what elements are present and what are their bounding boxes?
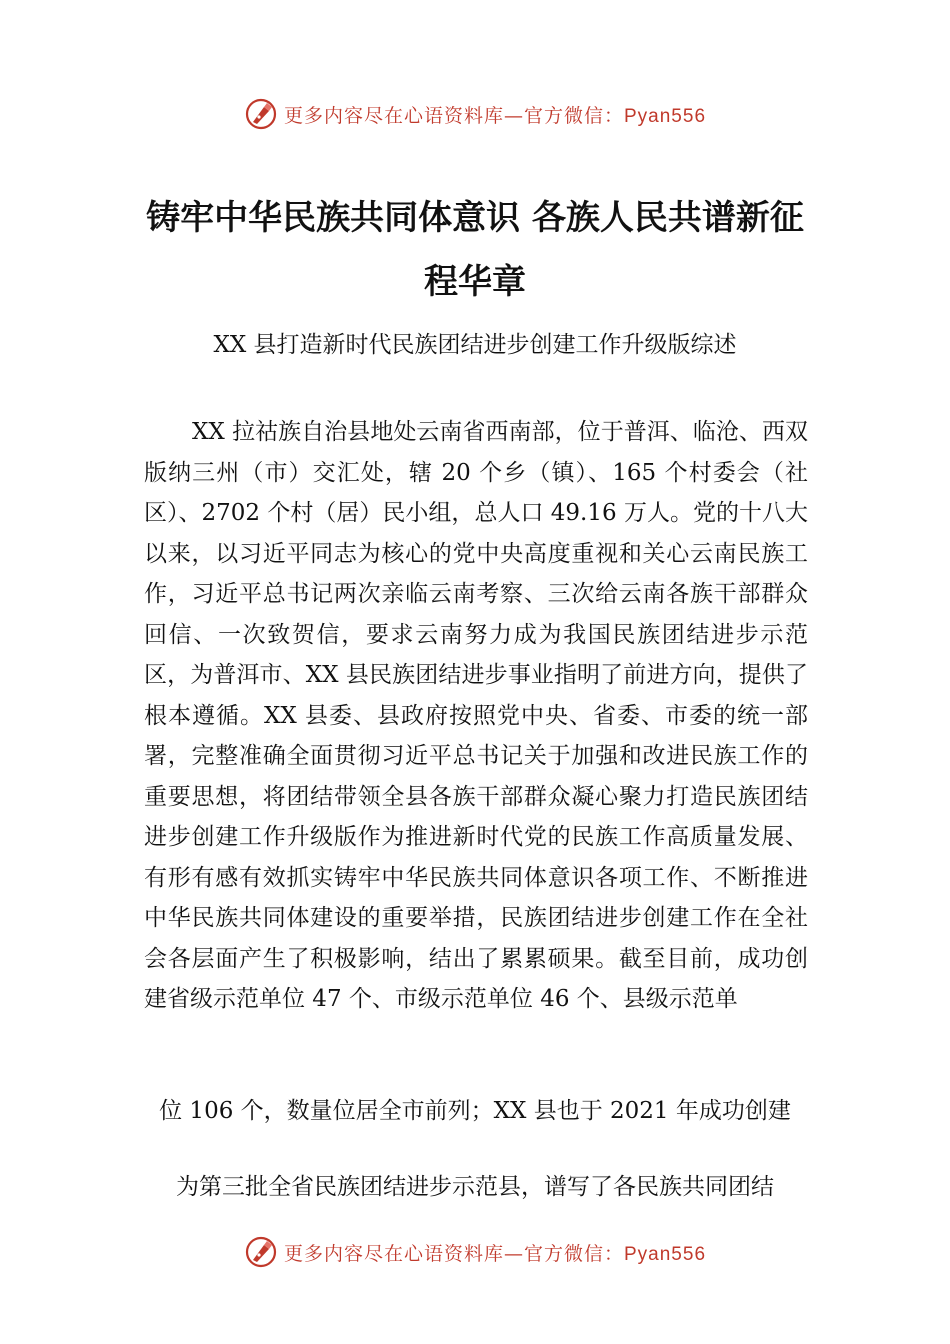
- pen-nib-logo-icon: [244, 97, 278, 131]
- document-title: 铸牢中华民族共同体意识 各族人民共谱新征程华章: [146, 198, 804, 302]
- body-continuation-line-2: 为第三批全省民族团结进步示范县，谱写了各民族共同团结: [176, 1174, 774, 1200]
- footer-watermark: [0, 1232, 950, 1272]
- watermark-text: 更多内容尽在心语资料库—官方微信：: [283, 1242, 624, 1265]
- header-watermark: [0, 94, 950, 134]
- watermark-wechat-id: Pyan556: [624, 1243, 707, 1265]
- watermark-wechat-id: Pyan556: [624, 105, 707, 127]
- document-subtitle: XX 县打造新时代民族团结进步创建工作升级版综述: [213, 332, 737, 358]
- watermark-text: 更多内容尽在心语资料库—官方微信：: [283, 104, 624, 127]
- pen-nib-logo-icon: [244, 1235, 278, 1269]
- body-continuation-line-1: 位 106 个，数量位居全市前列；XX 县也于 2021 年成功创建: [159, 1098, 791, 1124]
- body-paragraph: [144, 412, 808, 1020]
- body-paragraph-text: XX 拉祜族自治县地处云南省西南部，位于普洱、临沧、西双版纳三州（市）交汇处，辖 20 个乡（镇）、165 个村委会（社区）、2702 个村（居）民小组，总人口 49.16 万人。党的十八大以来，以习近平同志为核心的党中央高度重视和关心云南民族工作，习近平总书记两次亲临云南考察、三次给云南各族干部群众回信、一次致贺信，要求云南努力成为我国民族团结进步示范区，为普洱市、XX 县民族团结进步事业指明了前进方向，提供了根本遵循。XX 县委、县政府按照党中央、省委、市委的统一部署，完整准确全面贯彻习近平总书记关于加强和改进民族工作的重要思想，将团结带领全县各族干部群众凝心聚力打造民族团结进步创建工作升级版作为推进新时代党的民族工作高质量发展、有形有感有效抓实铸牢中华民族共同体意识各项工作、不断推进中华民族共同体建设的重要举措，民族团结进步创建工作在全社会各层面产生了积极影响，结出了累累硕果。截至目前，成功创建省级示范单位 47 个、市级示范单位 46 个、县级示范单: [144, 419, 808, 1012]
